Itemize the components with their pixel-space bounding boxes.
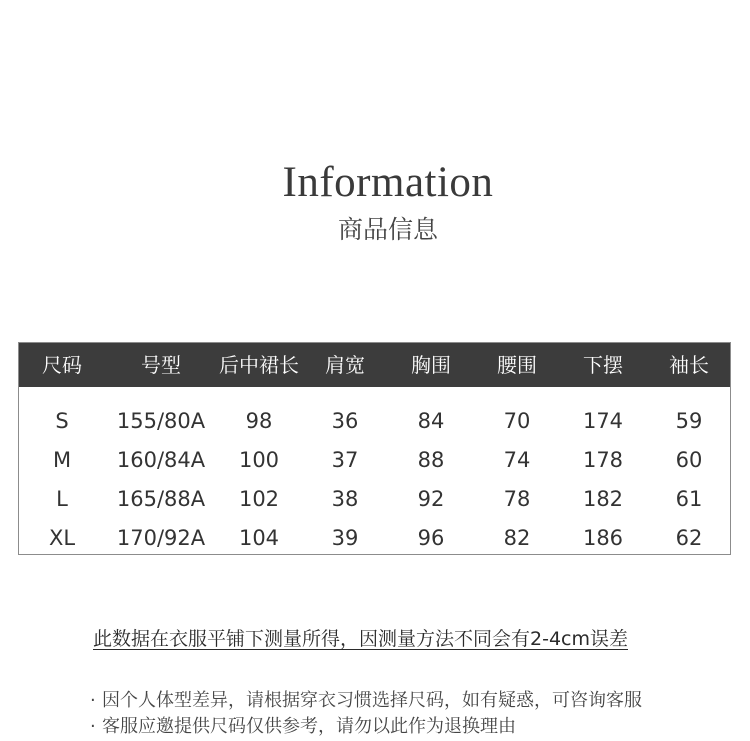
heading-english: Information <box>282 159 494 206</box>
cell-size: XL <box>48 526 76 550</box>
header-sleeve-length: 袖长 <box>669 353 709 377</box>
cell-back-length: 102 <box>238 487 280 511</box>
cell-waist: 82 <box>503 526 531 550</box>
header-waist: 腰围 <box>497 353 537 377</box>
cell-shoulder: 39 <box>331 526 359 550</box>
cell-size: L <box>56 487 68 511</box>
cell-bust: 96 <box>417 526 445 550</box>
notice-text: 客服应邀提供尺码仅供参考，请勿以此作为退换理由 <box>102 716 516 737</box>
cell-fit-code: 165/88A <box>116 487 206 511</box>
cell-sleeve-length: 62 <box>675 526 703 550</box>
header-bust: 胸围 <box>411 353 451 377</box>
bullet-marker: · <box>90 690 96 711</box>
cell-bust: 88 <box>417 448 445 472</box>
heading-chinese: 商品信息 <box>337 215 438 244</box>
cell-sleeve-length: 59 <box>675 409 703 433</box>
list-item <box>90 714 642 740</box>
cell-hem: 182 <box>582 487 624 511</box>
cell-back-length: 104 <box>238 526 280 550</box>
header-hem: 下摆 <box>583 353 623 377</box>
cell-shoulder: 38 <box>331 487 359 511</box>
bullet-marker: · <box>90 716 96 737</box>
cell-hem: 178 <box>582 448 624 472</box>
list-item <box>90 688 642 714</box>
notice-text: 因个人体型差异，请根据穿衣习惯选择尺码，如有疑惑，可咨询客服 <box>102 690 642 711</box>
cell-size: M <box>52 448 72 472</box>
cell-fit-code: 170/92A <box>116 526 206 550</box>
cell-waist: 70 <box>503 409 531 433</box>
cell-sleeve-length: 61 <box>675 487 703 511</box>
cell-fit-code: 160/84A <box>116 448 206 472</box>
cell-sleeve-length: 60 <box>675 448 703 472</box>
cell-shoulder: 36 <box>331 409 359 433</box>
cell-shoulder: 37 <box>331 448 359 472</box>
cell-fit-code: 155/80A <box>116 409 206 433</box>
cell-bust: 92 <box>417 487 445 511</box>
size-table-header <box>19 343 730 387</box>
cell-waist: 78 <box>503 487 531 511</box>
header-size: 尺码 <box>42 353 82 377</box>
cell-back-length: 100 <box>238 448 280 472</box>
header-fit-code: 号型 <box>141 353 181 377</box>
cell-hem: 186 <box>582 526 624 550</box>
notice-list <box>90 688 642 740</box>
size-table <box>18 342 731 555</box>
cell-hem: 174 <box>582 409 624 433</box>
header-back-length: 后中裙长 <box>219 353 299 377</box>
cell-size: S <box>55 409 69 433</box>
cell-waist: 74 <box>503 448 531 472</box>
header-shoulder: 肩宽 <box>325 353 365 377</box>
cell-back-length: 98 <box>245 409 273 433</box>
cell-bust: 84 <box>417 409 445 433</box>
measurement-note: 此数据在衣服平铺下测量所得，因测量方法不同会有2-4cm误差 <box>93 628 628 650</box>
